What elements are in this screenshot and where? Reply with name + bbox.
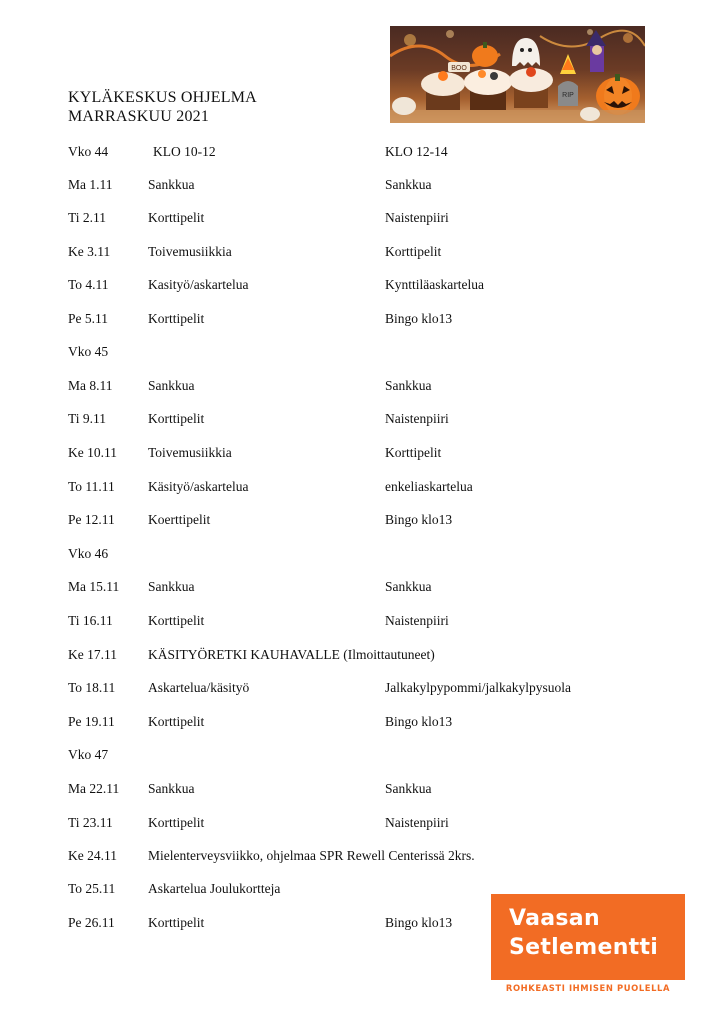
pm-activity-cell: Kynttiläaskartelua: [385, 277, 484, 292]
am-activity-cell: Korttipelit: [148, 411, 205, 426]
logo-line-2: Setlementti: [509, 935, 659, 960]
logo-tagline: ROHKEASTI IHMISEN PUOLELLA: [505, 983, 671, 993]
schedule-row: [0, 846, 722, 866]
rip-sign-text: RIP: [562, 92, 574, 99]
title-line-1: KYLÄKESKUS OHJELMA: [68, 89, 257, 106]
schedule-row: [0, 577, 722, 597]
am-activity-cell: Askartelua Joulukortteja: [148, 881, 281, 896]
schedule-row: [0, 813, 722, 833]
schedule-row: [0, 645, 722, 665]
pm-activity-cell: Bingo klo13: [385, 512, 453, 527]
schedule-row: [0, 309, 722, 329]
day-cell: Ti 9.11: [68, 411, 107, 426]
week-label-row: [0, 745, 722, 765]
day-cell: Ke 10.11: [68, 445, 117, 460]
logo-line-1: Vaasan: [509, 906, 600, 931]
schedule-row: [0, 275, 722, 295]
day-cell: Pe 12.11: [68, 512, 115, 527]
pm-activity-cell: Naistenpiiri: [385, 815, 449, 830]
am-activity-cell: Sankkua: [148, 781, 195, 796]
week-label-row: [0, 544, 722, 564]
boo-sign-text: BOO: [451, 65, 467, 72]
pm-activity-cell: Bingo klo13: [385, 714, 453, 729]
day-cell: Ti 23.11: [68, 815, 113, 830]
pm-activity-cell: Naistenpiiri: [385, 613, 449, 628]
pm-activity-cell: Bingo klo13: [385, 915, 453, 930]
day-cell: To 4.11: [68, 277, 109, 292]
day-cell: Ma 15.11: [68, 579, 120, 594]
day-cell: Ke 17.11: [68, 647, 117, 662]
day-cell: To 25.11: [68, 881, 116, 896]
week-label: Vko 45: [68, 344, 109, 359]
am-activity-cell: Koerttipelit: [148, 512, 211, 527]
schedule-row: [0, 242, 722, 262]
schedule-row: [0, 443, 722, 463]
am-activity-cell: Toivemusiikkia: [148, 244, 232, 259]
schedule-row: [0, 376, 722, 396]
schedule-row: [0, 477, 722, 497]
day-cell: Ma 22.11: [68, 781, 120, 796]
am-activity-cell: Korttipelit: [148, 714, 205, 729]
am-activity-cell: Korttipelit: [148, 915, 205, 930]
pm-column-header: KLO 12-14: [385, 144, 448, 159]
am-activity-cell: Korttipelit: [148, 210, 205, 225]
am-activity-cell: Korttipelit: [148, 311, 205, 326]
am-activity-cell: Toivemusiikkia: [148, 445, 232, 460]
pm-activity-cell: Bingo klo13: [385, 311, 453, 326]
day-cell: Pe 5.11: [68, 311, 108, 326]
title-line-2: MARRASKUU 2021: [68, 108, 210, 125]
schedule-row: [0, 175, 722, 195]
schedule-row: [0, 208, 722, 228]
week-label-row: [0, 342, 722, 362]
pm-activity-cell: Korttipelit: [385, 445, 442, 460]
schedule-row: [0, 678, 722, 698]
am-activity-cell: Askartelua/käsityö: [148, 680, 250, 695]
pm-activity-cell: Sankkua: [385, 781, 432, 796]
am-activity-cell: Sankkua: [148, 579, 195, 594]
day-cell: Ma 8.11: [68, 378, 113, 393]
day-cell: Pe 26.11: [68, 915, 115, 930]
schedule-row: [0, 779, 722, 799]
pm-activity-cell: Naistenpiiri: [385, 210, 449, 225]
schedule-row: [0, 611, 722, 631]
pm-activity-cell: enkeliaskartelua: [385, 479, 473, 494]
schedule-row: [0, 712, 722, 732]
schedule-header-row: [0, 142, 722, 162]
week-header: Vko 44: [68, 144, 109, 159]
day-cell: To 11.11: [68, 479, 115, 494]
am-activity-cell: Korttipelit: [148, 815, 205, 830]
pm-activity-cell: Sankkua: [385, 177, 432, 192]
am-activity-cell: Mielenterveysviikko, ohjelmaa SPR Rewell Centerissä 2krs.: [148, 848, 475, 863]
day-cell: Ma 1.11: [68, 177, 113, 192]
am-column-header: KLO 10-12: [153, 144, 216, 159]
pm-activity-cell: Sankkua: [385, 579, 432, 594]
pm-activity-cell: Naistenpiiri: [385, 411, 449, 426]
am-activity-cell: Sankkua: [148, 378, 195, 393]
day-cell: Pe 19.11: [68, 714, 115, 729]
am-activity-cell: Korttipelit: [148, 613, 205, 628]
pm-activity-cell: Sankkua: [385, 378, 432, 393]
day-cell: Ti 16.11: [68, 613, 113, 628]
am-activity-cell: KÄSITYÖRETKI KAUHAVALLE (Ilmoittautuneet): [148, 647, 435, 662]
pm-activity-cell: Jalkakylpypommi/jalkakylpysuola: [385, 680, 571, 695]
am-activity-cell: Kasityö/askartelua: [148, 277, 249, 292]
schedule-row: [0, 510, 722, 530]
week-label: Vko 47: [68, 747, 109, 762]
vaasan-setlementti-logo: [491, 894, 685, 980]
schedule-row: [0, 409, 722, 429]
day-cell: To 18.11: [68, 680, 116, 695]
am-activity-cell: Käsityö/askartelua: [148, 479, 249, 494]
day-cell: Ke 24.11: [68, 848, 117, 863]
week-label: Vko 46: [68, 546, 109, 561]
am-activity-cell: Sankkua: [148, 177, 195, 192]
day-cell: Ti 2.11: [68, 210, 107, 225]
pm-activity-cell: Korttipelit: [385, 244, 442, 259]
day-cell: Ke 3.11: [68, 244, 111, 259]
